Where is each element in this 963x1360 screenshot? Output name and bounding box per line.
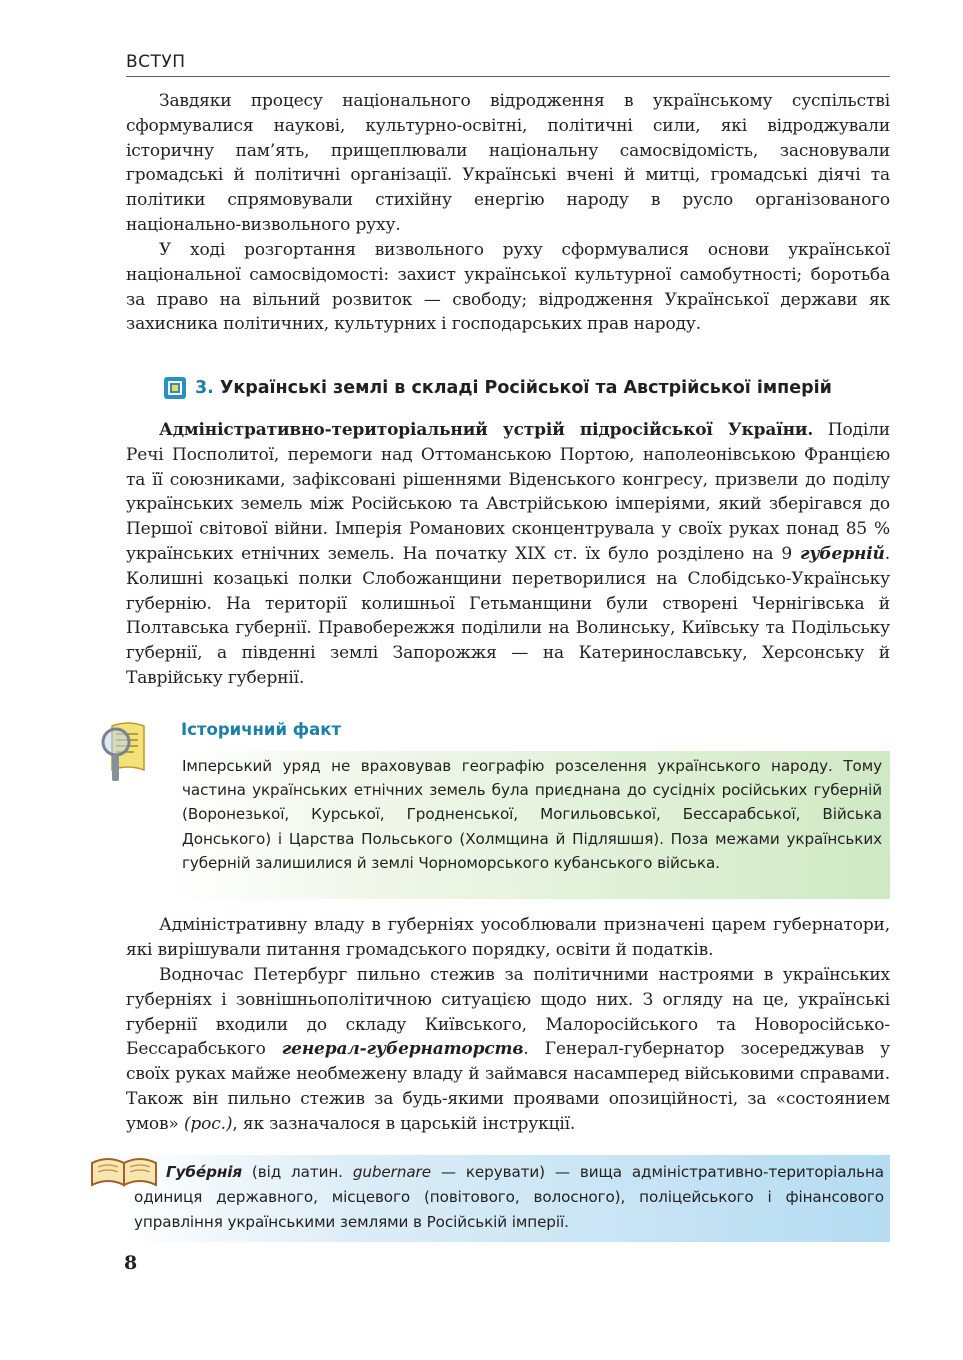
definition-text xyxy=(134,1160,884,1235)
governance-paragraph-1: Адміністративну владу в губерніях уособлювали призначені царем губернатори, які вирішували питання громадського порядку, освіти й податків. xyxy=(126,915,890,960)
term-guberniy: губерній xyxy=(800,543,885,564)
governance-paragraph-2 xyxy=(126,963,890,1137)
scroll-magnifier-icon xyxy=(98,718,160,788)
term-general-governorate: генерал-губернаторств xyxy=(281,1039,524,1060)
fact-title: Історичний факт xyxy=(181,720,342,739)
definition-open: (від латин. xyxy=(242,1163,353,1181)
section-chip-icon xyxy=(163,376,187,400)
admin-text-1: Поділи Речі Посполитої, перемоги над Оттоманською Портою, наполеонівською Францією та її союзниками, зафіксовані рішеннями Віденського конгресу, призвели до поділу українських земель між Російською та Австрійською імперіями, який зберігався до Першої світової війни. Імперія Романових сконцентрувала у своїх руках понад 85 % українських етнічних земель. На початку XIX ст. їх було розділено на 9 xyxy=(126,420,890,564)
gov-text-b: . Генерал-губернатор зосереджував у своїх руках майже необмежену владу й займався насамперед військовими справами. Також він пильно стежив за будь-якими проявами опозиційності, за «состоянием умов» xyxy=(126,1039,890,1134)
section-number: 3. xyxy=(195,378,214,398)
gov-text-a: Водночас Петербург пильно стежив за політичними настроями в українських губерніях і зовнішньополітичною ситуацією щодо них. З огляду на це, українські губернії входили до складу Київського, Малоросійського та Новоросійсько-Бессарабського xyxy=(126,965,890,1060)
admin-paragraph xyxy=(126,418,890,691)
section-title: Українські землі в складі Російської та Австрійської імперій xyxy=(219,378,832,398)
running-header xyxy=(126,50,890,77)
page-number: 8 xyxy=(124,1252,138,1274)
definition-term: Губéрнія xyxy=(166,1163,243,1181)
intro-paragraph-2: У ході розгортання визвольного руху сформувалися основи української національної самосвідомості: захист української культурної самобутності; боротьба за право на вільний розвиток — свободу; відродження Української держави як захисника політичних, культурних і господарських прав народу. xyxy=(126,240,890,335)
fact-text: Імперський уряд не враховував географію розселення українського народу. Тому частина українських етнічних земель була приєднана до сусідніх російських губерній (Воронезької, Курської, Гродненської, Могильовської, Бессарабської, Війська Донського) і Царства Польського (Холмщина й Підляшшя). Поза межами українських губерній залишилися й землі Чорноморського кубанського війська. xyxy=(182,757,882,872)
section-heading xyxy=(163,375,832,401)
admin-lead: Адміністративно-територіальний устрій підросійської України. xyxy=(159,420,814,440)
intro-paragraph-1: Завдяки процесу національного відродження в українському суспільстві сформувалися наукові, культурно-освітні, політичні сили, які відроджували історичну пам’ять, прищеплювали національну самосвідомість, засновували громадські й політичні організації. Українські вчені й митці, громадські діячі та політики спрямовували стихійну енергію народу в русло організованого національно-визвольного руху. xyxy=(126,91,890,235)
admin-text-2: . Колишні козацькі полки Слобожанщини перетворилися на Слобідсько-Українську губернію. На території колишньої Гетьманщини були створені Чернігівська й Полтавська губернії. Правобережжя поділили на Волинську, Київську та Подільську губернії, а південні землі Запорожжя — на Катеринославську, Херсонську й Таврійську губернії. xyxy=(126,543,890,688)
gov-text-c: , як зазначалося в царській інструкції. xyxy=(232,1113,576,1134)
definition-body: — керувати) — вища адміністративно-територіальна одиниця державного, місцевого (повітового, волосного), поліцейського і фінансового управління українськими землями в Російській імперії. xyxy=(134,1163,884,1231)
definition-latin: gubernare xyxy=(352,1163,431,1181)
header-title: ВСТУП xyxy=(126,52,186,72)
rus-abbrev: (рос.) xyxy=(183,1113,233,1134)
